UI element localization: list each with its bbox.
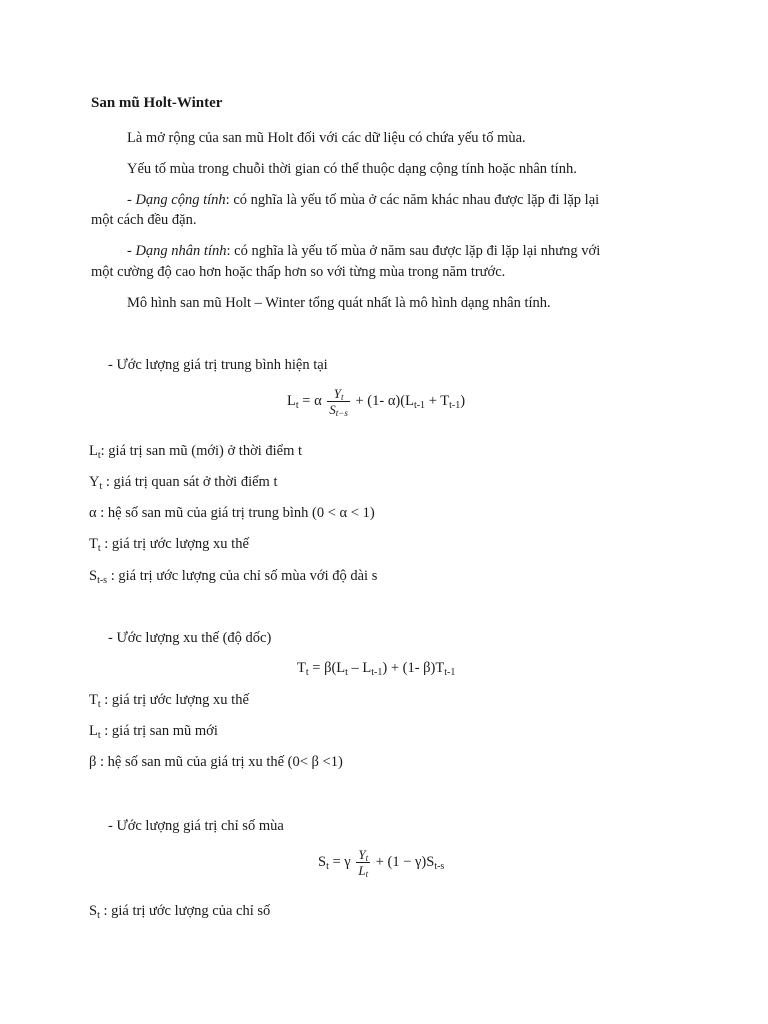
multiplicative-term: - Dạng nhân tính xyxy=(127,243,227,259)
season-formula: $S_t = \gamma$ $\frac{Y_t}{L_t}$ + $(1 - \gamma)S_{t-s}$ xyxy=(318,847,445,879)
additive-term: - Dạng cộng tính xyxy=(127,192,226,208)
definition-trend: $T_t$ : giá trị ước lượng xu thế xyxy=(89,536,249,554)
additive-continuation: một cách đều đặn. xyxy=(91,212,197,228)
level-fraction: $\frac{Y_t}{S_{t-s}}$ xyxy=(329,386,348,418)
page-title: San mũ Holt-Winter xyxy=(91,95,223,111)
intro-paragraph-5: Mô hình san mũ Holt – Winter tổng quát nhất là mô hình dạng nhân tính. xyxy=(127,295,551,311)
definition-level-new: $L_t$ : giá trị san mũ mới xyxy=(89,723,218,741)
definition-season: $S_t$ : giá trị ước lượng của chỉ số xyxy=(89,903,271,921)
definition-beta: β : hệ số san mũ của giá trị xu thế (0< β <1) xyxy=(89,754,343,770)
definition-trend-2: $T_t$ : giá trị ước lượng xu thế xyxy=(89,692,249,710)
trend-heading: - Ước lượng xu thế (độ dốc) xyxy=(108,630,272,646)
definition-observed: $Y_t$ : giá trị quan sát ở thời điểm t xyxy=(89,474,278,492)
intro-paragraph-2: Yếu tố mùa trong chuỗi thời gian có thể thuộc dạng cộng tính hoặc nhân tính. xyxy=(127,161,577,177)
season-heading: - Ước lượng giá trị chỉ số mùa xyxy=(108,818,284,834)
trend-formula: $T_t = \beta(L_t - L_{t-1}) + (1-$ $\beta)T_{t-1}$ xyxy=(297,660,456,678)
additive-definition xyxy=(127,192,599,209)
intro-paragraph-1: Là mở rộng của san mũ Holt đối với các dữ liệu có chứa yếu tố mùa. xyxy=(127,130,526,146)
definition-season-index: $S_{t-s}$ : giá trị ước lượng của chỉ số mùa với độ dài s xyxy=(89,568,378,586)
definition-level: $L_t$: giá trị san mũ (mới) ở thời điểm t xyxy=(89,443,303,461)
multiplicative-definition xyxy=(127,243,600,260)
additive-text: : có nghĩa là yếu tố mùa ở các năm khác nhau được lặp đi lặp lại xyxy=(225,192,600,208)
multiplicative-text: : có nghĩa là yếu tố mùa ở năm sau được lặp đi lặp lại nhưng với xyxy=(226,243,601,259)
level-heading: - Ước lượng giá trị trung bình hiện tại xyxy=(108,357,328,373)
definition-alpha: α : hệ số san mũ của giá trị trung bình (0 < α < 1) xyxy=(89,505,375,521)
level-formula: $L_t = \alpha$ $\frac{Y_t}{S_{t-s}}$ + (1- $\alpha)(L_{t-1} + T_{t-1})$ xyxy=(287,386,466,418)
multiplicative-continuation: một cường độ cao hơn hoặc thấp hơn so với từng mùa trong năm trước. xyxy=(91,264,506,280)
season-fraction: $\frac{Y_t}{L_t}$ xyxy=(358,847,369,879)
